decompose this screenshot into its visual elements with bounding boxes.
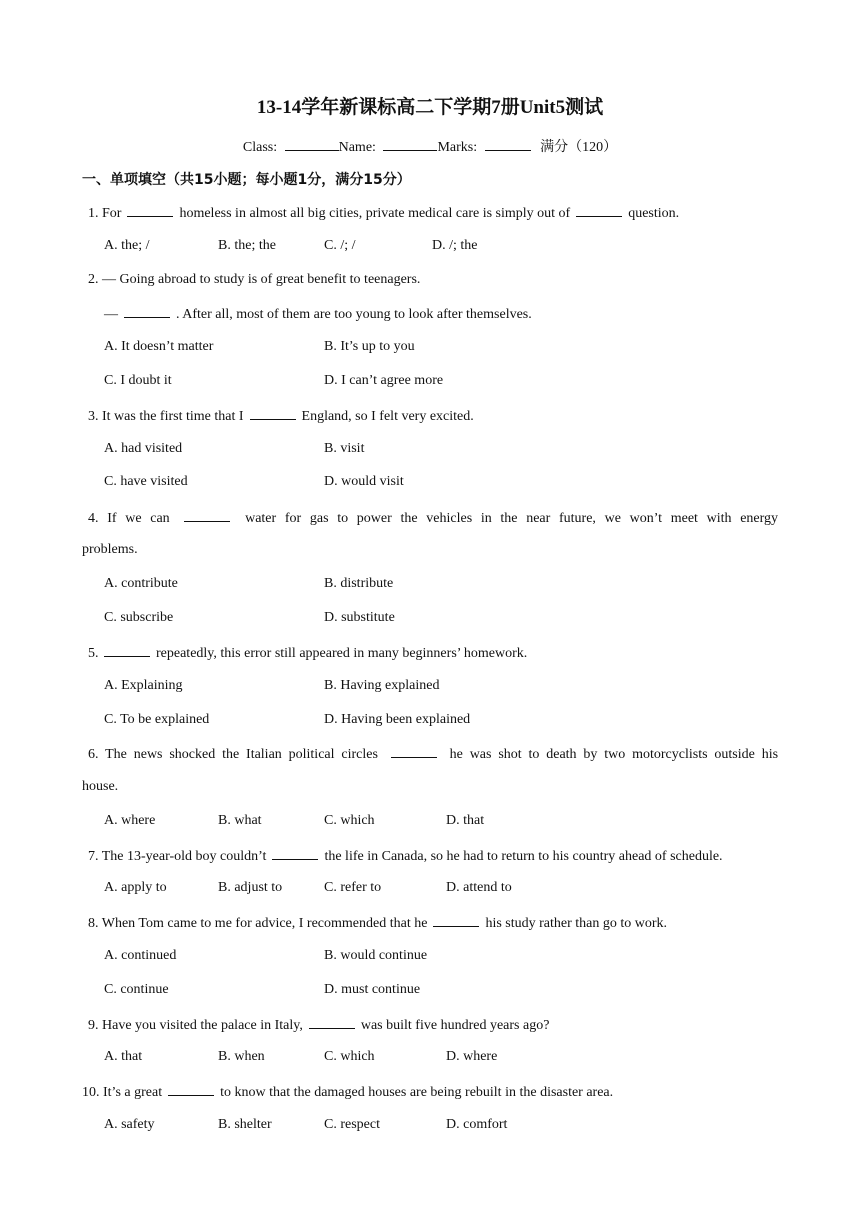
option-c: C. have visited xyxy=(104,474,188,489)
option-b: B. distribute xyxy=(324,576,394,591)
option-c: C. To be explained xyxy=(104,712,210,727)
answer-blank xyxy=(272,847,318,860)
marks-blank xyxy=(485,138,531,151)
question-text: For xyxy=(102,206,122,221)
question-text: It’s a great xyxy=(103,1085,163,1100)
question-text: . After all, most of them are too young to look after themselves. xyxy=(176,307,532,322)
question-text: If we can xyxy=(107,511,170,526)
question-text: was built five hundred years ago? xyxy=(360,1018,550,1033)
option-a: A. continued xyxy=(104,948,177,963)
question-number: 5. xyxy=(88,646,99,661)
option-b: B. when xyxy=(218,1049,265,1064)
answer-blank xyxy=(250,407,296,420)
question-text: he was shot to death by two motorcyclists outside his xyxy=(449,747,779,762)
option-d: D. must continue xyxy=(324,982,421,997)
answer-blank xyxy=(309,1016,355,1029)
option-d: D. comfort xyxy=(446,1117,508,1132)
question-4 xyxy=(88,509,778,527)
answer-blank xyxy=(127,204,173,217)
question-text: It was the first time that I xyxy=(102,409,244,424)
question-3 xyxy=(88,407,474,425)
option-c: C. /; / xyxy=(324,238,356,253)
answer-blank xyxy=(104,644,150,657)
answer-blank xyxy=(168,1083,214,1096)
question-text: When Tom came to me for advice, I recommended that he xyxy=(101,916,428,931)
question-text: The news shocked the Italian political circles xyxy=(105,747,378,762)
page-title: 13-14学年新课标高二下学期7册Unit5测试 xyxy=(256,97,604,118)
option-b: B. visit xyxy=(324,441,365,456)
option-b: B. shelter xyxy=(218,1117,272,1132)
question-text: The 13-year-old boy couldn’t xyxy=(101,849,267,864)
question-2-response xyxy=(104,305,532,323)
class-blank xyxy=(285,138,339,151)
option-b: B. It’s up to you xyxy=(324,339,415,354)
question-text: — xyxy=(104,307,118,322)
option-c: C. continue xyxy=(104,982,169,997)
option-d: D. attend to xyxy=(446,880,512,895)
answer-blank xyxy=(576,204,622,217)
question-text: — Going abroad to study is of great benefit to teenagers. xyxy=(102,272,421,287)
name-label: Name: xyxy=(338,140,376,155)
option-c: C. which xyxy=(324,813,375,828)
question-6 xyxy=(88,745,778,763)
question-number: 10. xyxy=(82,1085,100,1100)
section-heading: 一、单项填空（共15小题；每小题1分，满分15分） xyxy=(82,172,411,188)
answer-blank xyxy=(124,305,170,318)
answer-blank xyxy=(391,745,437,758)
option-d: D. substitute xyxy=(324,610,395,625)
question-text: his study rather than go to work. xyxy=(485,916,668,931)
question-number: 4. xyxy=(88,511,99,526)
question-number: 9. xyxy=(88,1018,99,1033)
answer-blank xyxy=(433,914,479,927)
option-a: A. It doesn’t matter xyxy=(104,339,214,354)
option-a: A. Explaining xyxy=(104,678,183,693)
option-a: A. where xyxy=(104,813,156,828)
question-8 xyxy=(88,914,667,932)
option-c: C. which xyxy=(324,1049,375,1064)
question-10 xyxy=(82,1083,613,1101)
name-blank xyxy=(383,138,437,151)
option-a: A. that xyxy=(104,1049,143,1064)
option-b: B. Having explained xyxy=(324,678,440,693)
question-number: 6. xyxy=(88,747,99,762)
question-number: 7. xyxy=(88,849,99,864)
question-number: 1. xyxy=(88,206,99,221)
marks-label: Marks: xyxy=(437,140,478,155)
question-number: 8. xyxy=(88,916,99,931)
question-number: 2. xyxy=(88,272,99,287)
option-a: A. the; / xyxy=(104,238,150,253)
option-a: A. had visited xyxy=(104,441,183,456)
option-d: D. would visit xyxy=(324,474,404,489)
question-text: homeless in almost all big cities, private medical care is simply out of xyxy=(179,206,571,221)
question-9 xyxy=(88,1016,549,1034)
option-b: B. would continue xyxy=(324,948,428,963)
student-info-line xyxy=(0,136,860,156)
question-number: 3. xyxy=(88,409,99,424)
option-c: C. subscribe xyxy=(104,610,174,625)
option-b: B. what xyxy=(218,813,262,828)
question-text: Have you visited the palace in Italy, xyxy=(102,1018,303,1033)
option-a: A. safety xyxy=(104,1117,155,1132)
class-label: Class: xyxy=(242,140,278,155)
full-score: 满分（120） xyxy=(540,140,618,155)
question-text: the life in Canada, so he had to return to his country ahead of schedule. xyxy=(324,849,723,864)
question-4-continued: problems. xyxy=(82,542,138,557)
question-2 xyxy=(88,272,420,288)
question-7 xyxy=(88,847,723,865)
option-d: D. /; the xyxy=(432,238,478,253)
question-6-continued: house. xyxy=(82,779,119,794)
question-text: repeatedly, this error still appeared in many beginners’ homework. xyxy=(156,646,528,661)
option-b: B. the; the xyxy=(218,238,276,253)
question-5 xyxy=(88,644,527,662)
question-text: England, so I felt very excited. xyxy=(301,409,474,424)
question-1 xyxy=(88,204,679,222)
option-d: D. Having been explained xyxy=(324,712,471,727)
option-d: D. where xyxy=(446,1049,498,1064)
option-c: C. refer to xyxy=(324,880,382,895)
option-a: A. apply to xyxy=(104,880,167,895)
option-a: A. contribute xyxy=(104,576,178,591)
option-c: C. I doubt it xyxy=(104,373,172,388)
question-text: water for gas to power the vehicles in the near future, we won’t meet with energy xyxy=(245,511,779,526)
answer-blank xyxy=(184,509,230,522)
option-b: B. adjust to xyxy=(218,880,283,895)
option-c: C. respect xyxy=(324,1117,380,1132)
option-d: D. that xyxy=(446,813,485,828)
question-text: to know that the damaged houses are being rebuilt in the disaster area. xyxy=(220,1085,614,1100)
question-text: question. xyxy=(628,206,680,221)
option-d: D. I can’t agree more xyxy=(324,373,444,388)
